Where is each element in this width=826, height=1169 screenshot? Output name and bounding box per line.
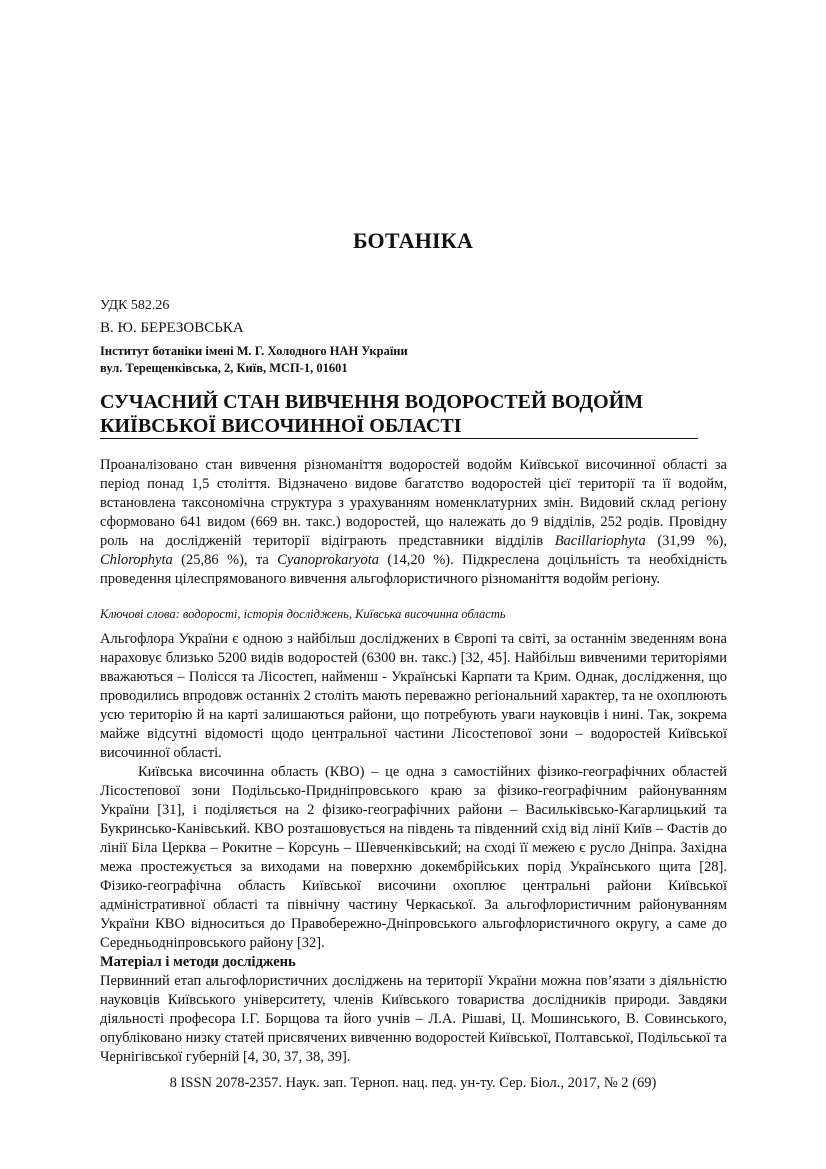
taxon-name: Cyanoprokaryota bbox=[277, 552, 379, 568]
affiliation-address: вул. Терещенківська, 2, Київ, МСП-1, 01601 bbox=[100, 361, 348, 375]
keywords: Ключові слова: водорості, історія досліджень, Київська височинна область bbox=[100, 607, 506, 621]
author-name: В. Ю. БЕРЕЗОВСЬКА bbox=[100, 320, 244, 336]
udc-code: УДК 582.26 bbox=[100, 298, 170, 313]
body-paragraph: Первинний етап альгофлористичних досліджень на території України можна пов’язати з діяльністю науковців Київського університету, членів Київського товариства дослідників природи. Завдяки діяльності професора І.Г. Борщова та його учнів – Л.А. Рішаві, Ц. Мошинського, В. Совинського, опубліковано низку статей присвячених вивченню водоростей Київської, Полтавської, Подільської та Чернігівської губерній [4, 30, 37, 38, 39]. bbox=[100, 973, 727, 1065]
subsection-heading: Матеріал і методи досліджень bbox=[100, 954, 296, 970]
abstract-text: (25,86 %), та bbox=[172, 552, 278, 568]
abstract-text: Проаналізовано стан вивчення різноманіття водоростей водойм Київської височинної області за період понад 1,5 століття. Відзначено видове багатство водоростей цієї території та її водойм, встановлена таксономічна структура з урахуванням номенклатурних змін. Видовий склад регіону сформовано 641 видом (669 вн. такс.) водоростей, що належать до 9 відділів, 252 родів. Провідну роль на дослідженій території відіграють представники відділів bbox=[100, 457, 727, 549]
article-body bbox=[100, 630, 727, 1067]
affiliation-institute: Інститут ботаніки імені М. Г. Холодного НАН України bbox=[100, 344, 408, 358]
section-heading: БОТАНІКА bbox=[352, 228, 474, 253]
abstract-text: (31,99 %), bbox=[645, 533, 727, 549]
abstract bbox=[100, 456, 727, 589]
article-title-line-2: КИЇВСЬКОЇ ВИСОЧИННОЇ ОБЛАСТІ bbox=[100, 415, 462, 437]
abstract-text: (14,20 %). Підкреслена доцільність та необхідність проведення цілеспрямованого вивчення альгофлористичного різноманіття водойм регіону. bbox=[100, 552, 728, 587]
article-title-line-1: СУЧАСНИЙ СТАН ВИВЧЕННЯ ВОДОРОСТЕЙ ВОДОЙМ bbox=[100, 391, 644, 413]
taxon-name: Chlorophyta bbox=[100, 552, 173, 568]
abstract-paragraph bbox=[100, 456, 727, 589]
page-footer: 8 ISSN 2078-2357. Наук. зап. Терноп. нац. пед. ун-ту. Сер. Біол., 2017, № 2 (69) bbox=[169, 1075, 657, 1091]
article-title bbox=[100, 390, 698, 439]
taxon-name: Bacillariophyta bbox=[554, 533, 646, 549]
affiliation bbox=[100, 343, 408, 377]
body-paragraph: Київська височинна область (КВО) – це одна з самостійних фізико-географічних областей Лісостепової зони Подільсько-Придніпровського краю за фізико-географічним районуванням України [31], і поділяється на 2 фізико-географічних райони – Васильківсько-Кагарлицький та Букринсько-Канівський. КВО розташовується на південь та південний схід від лінії Київ – Фастів до лінії Біла Церква – Рокитне – Корсунь – Шевченківський; на сході її межею є русло Дніпра. Західна межа простежується за виходами на поверхню докембрійських порід Українського щита [28]. Фізико-географічна область Київської височини охоплює центральні райони Київської адміністративної області та північну частину Черкаської. За альгофлористичним районуванням України КВО відноситься до Правобережно-Дніпровського альгофлористичного округу, а саме до Середньодніпровського району [32]. bbox=[100, 764, 727, 951]
body-paragraph: Альгофлора України є одною з найбільш досліджених в Європі та світі, за останнім зведенням вона нараховує близько 5200 видів водоростей (6300 вн. такс.) [32, 45]. Найбільш вивченими територіями вважаються – Полісся та Лісостеп, найменш - Українські Карпати та Крим. Однак, дослідження, що проводились впродовж останніх 2 століть мають переважно регіональний характер, та не охоплюють усю територію й на карті залишаються райони, що потребують уваги науковців і нині. Так, зокрема майже відсутні відомості щодо центральної частини Лісостепової зони – водоростей Київської височинної області. bbox=[100, 631, 727, 761]
